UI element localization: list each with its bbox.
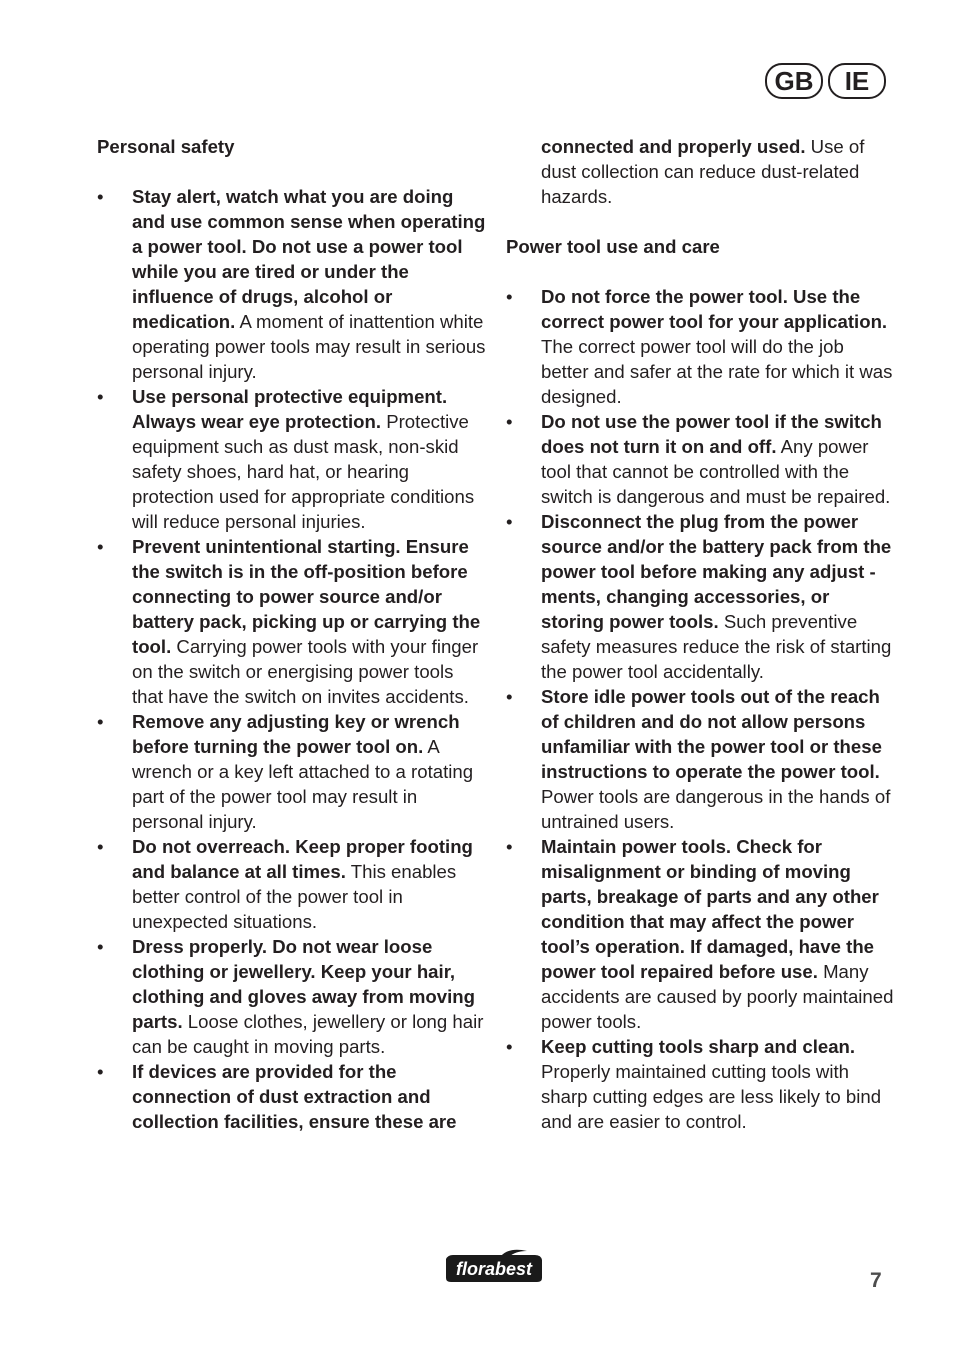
list-item	[506, 834, 896, 1034]
list-item	[506, 1034, 896, 1134]
item-text: A wrench or a key left attached to a rotating part of the power tool may result in personal injury.	[132, 736, 474, 832]
list-item	[506, 409, 896, 509]
section-heading-power-tool-use: Power tool use and care	[506, 236, 720, 257]
item-bold-text: Prevent unintentional starting. Ensure the switch is in the off-position before connecting to power source and/or battery pack, picking up or carrying the tool.	[132, 536, 481, 657]
item-text: Loose clothes, jewellery or long hair can be caught in moving parts.	[132, 1011, 484, 1057]
bullet-icon: •	[97, 836, 104, 857]
list-item	[97, 384, 487, 534]
item-text: Protective equipment such as dust mask, non-skid safety shoes, hard hat, or hearing protection used for appropriate conditions will reduce personal injuries.	[132, 411, 475, 532]
item-bold-text: connected and properly used.	[541, 136, 806, 157]
item-bold-text: Disconnect the plug from the power source and/or the battery pack from the power tool before making any adjust -ments, changing accessories, or storing power tools.	[541, 511, 892, 632]
item-bold-text: Store idle power tools out of the reach of children and do not allow persons unfamiliar with the power tool or these instructions to operate the power tool.	[541, 686, 882, 782]
item-text: A moment of inattention white operating power tools may result in serious personal injury.	[132, 311, 486, 382]
item-bold-text: Maintain power tools. Check for misalignment or binding of moving parts, breakage of parts and any other condition that may affect the power tool’s operation. If damaged, have the power tool repaired before use.	[541, 836, 879, 982]
bullet-icon: •	[97, 1061, 104, 1082]
logo-text: florabest	[455, 1259, 533, 1279]
personal-safety-list	[97, 184, 487, 1134]
item-bold-text: Keep cutting tools sharp and clean.	[541, 1036, 856, 1057]
item-bold-text: If devices are provided for the connection of dust extraction and collection facilities, ensure these are	[132, 1061, 457, 1132]
item-bold-text: Remove any adjusting key or wrench before turning the power tool on.	[132, 711, 460, 757]
item-bold-text: Stay alert, watch what you are doing and use common sense when operating a power tool. Do not use a power tool while you are tired or under the influence of drugs, alcohol or medication.	[132, 186, 486, 332]
right-column	[506, 134, 896, 1134]
page-number: 7	[870, 1269, 882, 1292]
bullet-icon: •	[506, 411, 513, 432]
list-item	[97, 834, 487, 934]
item-text: Many accidents are caused by poorly maintained power tools.	[541, 961, 894, 1032]
language-badge-gb: GB	[765, 63, 823, 99]
bullet-icon: •	[506, 686, 513, 707]
item-text: Power tools are dangerous in the hands of untrained users.	[541, 786, 891, 832]
list-item	[97, 1059, 487, 1134]
list-item	[506, 684, 896, 834]
item-text: Use of dust collection can reduce dust-related hazards.	[541, 136, 865, 207]
item-text: Properly maintained cutting tools with sharp cutting edges are less likely to bind and are easier to control.	[541, 1061, 882, 1132]
bullet-icon: •	[506, 1036, 513, 1057]
bullet-icon: •	[97, 536, 104, 557]
item-text: This enables better control of the power tool in unexpected situations.	[132, 861, 457, 932]
item-bold-text: Do not use the power tool if the switch does not turn it on and off.	[541, 411, 882, 457]
left-column	[97, 134, 487, 1134]
item-text: Any power tool that cannot be controlled with the switch is dangerous and must be repaired.	[541, 436, 891, 507]
language-badges	[765, 63, 886, 99]
bullet-icon: •	[97, 936, 104, 957]
item-bold-text: Dress properly. Do not wear loose clothing or jewellery. Keep your hair, clothing and gloves away from moving parts.	[132, 936, 476, 1032]
list-item	[506, 284, 896, 409]
bullet-icon: •	[97, 711, 104, 732]
bullet-icon: •	[506, 511, 513, 532]
item-text: Such preventive safety measures reduce the risk of starting the power tool accidentally.	[541, 611, 892, 682]
continued-list-item	[506, 134, 896, 209]
power-tool-use-list	[506, 284, 896, 1134]
list-item	[97, 184, 487, 384]
bullet-icon: •	[506, 286, 513, 307]
bullet-icon: •	[97, 386, 104, 407]
florabest-logo	[443, 1249, 545, 1283]
item-text: Carrying power tools with your finger on the switch or energising power tools that have the switch on invites accidents.	[132, 636, 479, 707]
language-badge-ie: IE	[828, 63, 886, 99]
list-item	[506, 509, 896, 684]
item-bold-text: Do not force the power tool. Use the correct power tool for your application.	[541, 286, 888, 332]
bullet-icon: •	[506, 836, 513, 857]
bullet-icon: •	[97, 186, 104, 207]
section-heading-personal-safety: Personal safety	[97, 136, 235, 157]
item-bold-text: Do not overreach. Keep proper footing and balance at all times.	[132, 836, 473, 882]
item-text: The correct power tool will do the job better and safer at the rate for which it was designed.	[541, 336, 893, 407]
list-item	[97, 709, 487, 834]
list-item	[97, 534, 487, 709]
item-bold-text: Use personal protective equipment. Always wear eye protection.	[132, 386, 448, 432]
list-item	[97, 934, 487, 1059]
